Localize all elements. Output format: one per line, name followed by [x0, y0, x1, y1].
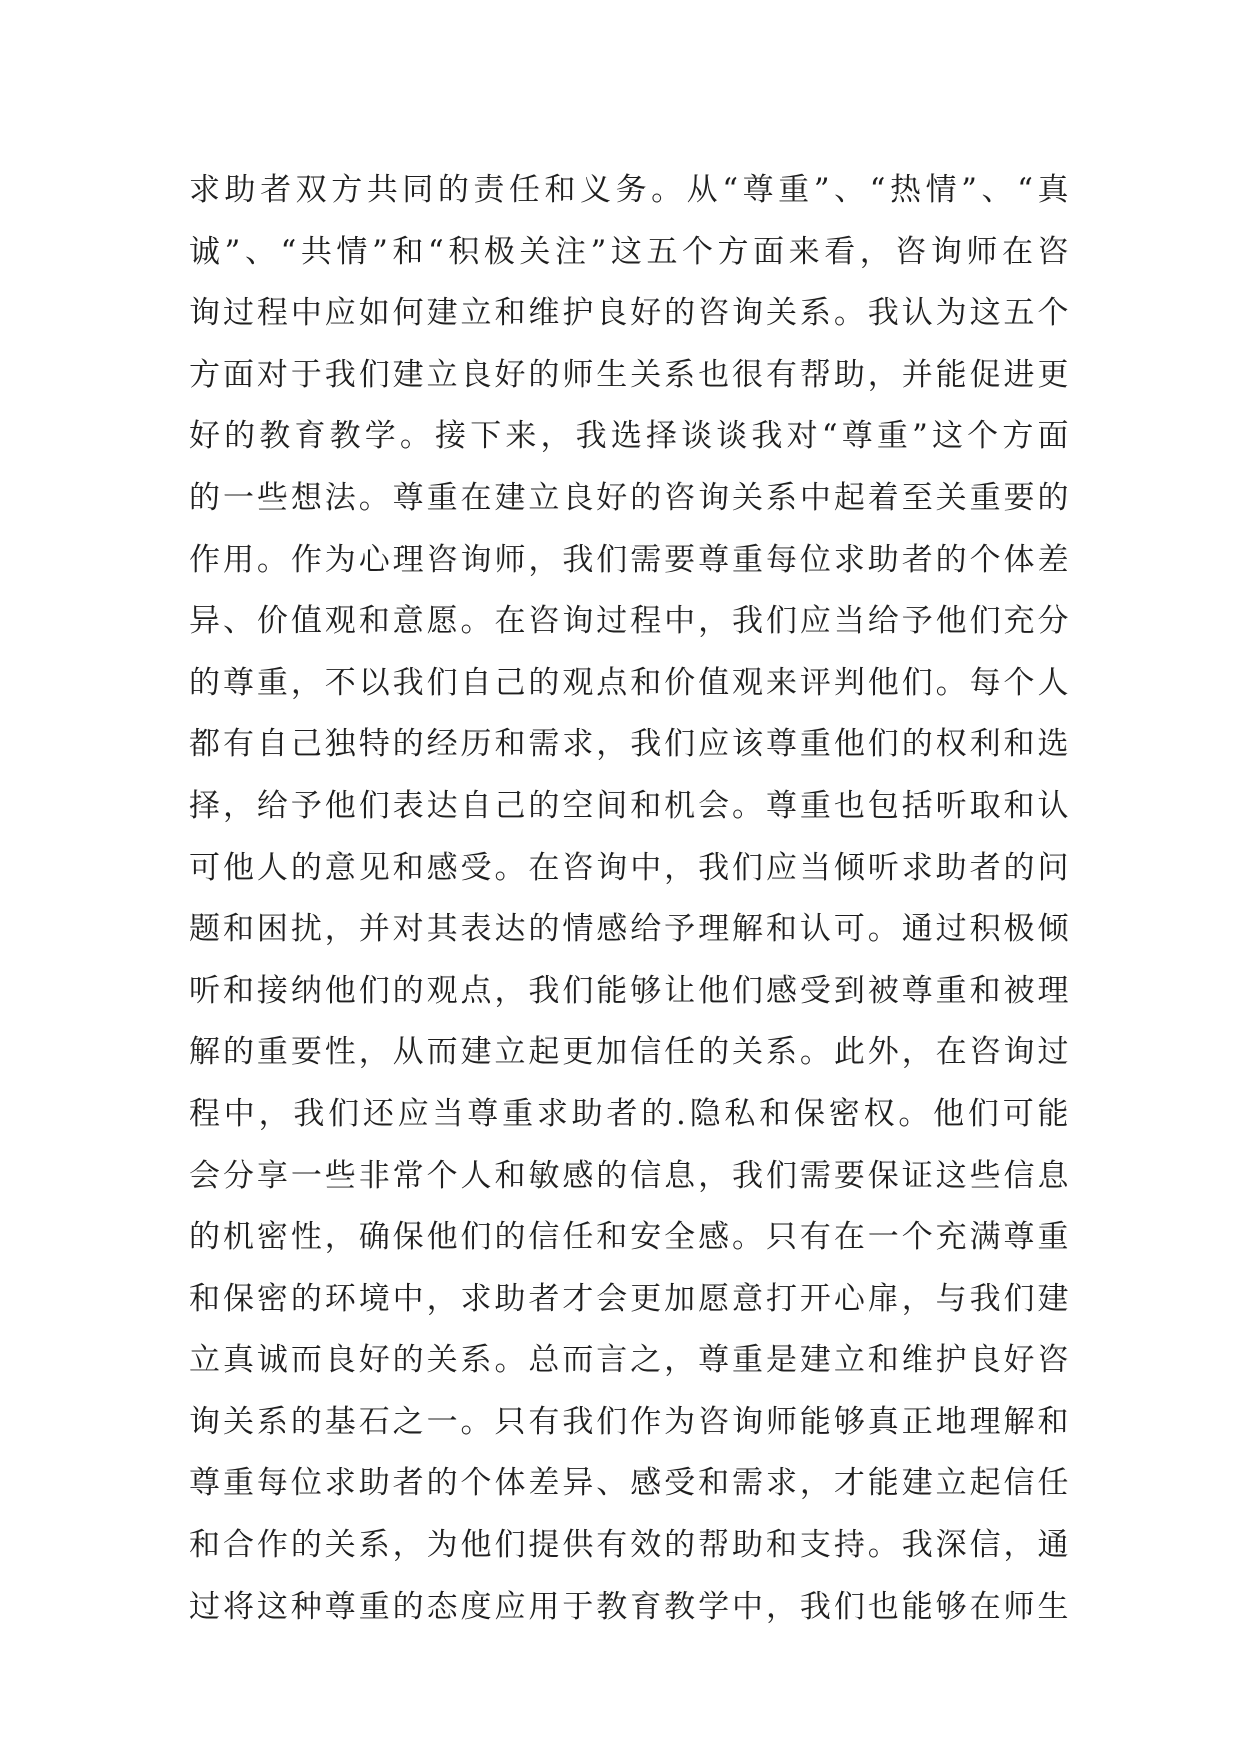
text-line: 的机密性，确保他们的信任和安全感。只有在一个充满尊重	[189, 1219, 1069, 1256]
text-line: 听和接纳他们的观点，我们能够让他们感受到被尊重和被理	[189, 972, 1069, 1009]
text-line: 询过程中应如何建立和维护良好的咨询关系。我认为这五个	[189, 295, 1069, 332]
text-line: 可他人的意见和感受。在咨询中，我们应当倾听求助者的问	[189, 849, 1069, 886]
text-line: 题和困扰，并对其表达的情感给予理解和认可。通过积极倾	[189, 911, 1069, 948]
text-line: 程中，我们还应当尊重求助者的.隐私和保密权。他们可能	[189, 1095, 1069, 1132]
text-line: 和保密的环境中，求助者才会更加愿意打开心扉，与我们建	[189, 1280, 1069, 1317]
text-line: 诚”、“共情”和“积极关注”这五个方面来看，咨询师在咨	[189, 233, 1069, 270]
text-line: 过将这种尊重的态度应用于教育教学中，我们也能够在师生	[189, 1588, 1069, 1625]
text-line: 作用。作为心理咨询师，我们需要尊重每位求助者的个体差	[189, 541, 1069, 578]
text-line: 好的教育教学。接下来，我选择谈谈我对“尊重”这个方面	[189, 418, 1069, 455]
text-line: 异、价值观和意愿。在咨询过程中，我们应当给予他们充分	[189, 603, 1069, 640]
text-line: 择，给予他们表达自己的空间和机会。尊重也包括听取和认	[189, 787, 1069, 824]
text-line: 会分享一些非常个人和敏感的信息，我们需要保证这些信息	[189, 1157, 1069, 1194]
text-line: 询关系的基石之一。只有我们作为咨询师能够真正地理解和	[189, 1403, 1069, 1440]
text-line: 方面对于我们建立良好的师生关系也很有帮助，并能促进更	[189, 356, 1069, 393]
text-line: 立真诚而良好的关系。总而言之，尊重是建立和维护良好咨	[189, 1342, 1069, 1379]
text-line: 和合作的关系，为他们提供有效的帮助和支持。我深信，通	[189, 1527, 1069, 1564]
text-line: 的尊重，不以我们自己的观点和价值观来评判他们。每个人	[189, 664, 1069, 701]
text-line: 尊重每位求助者的个体差异、感受和需求，才能建立起信任	[189, 1465, 1069, 1502]
text-line: 解的重要性，从而建立起更加信任的关系。此外，在咨询过	[189, 1034, 1069, 1071]
text-line: 求助者双方共同的责任和义务。从“尊重”、“热情”、“真	[189, 172, 1069, 208]
text-line: 都有自己独特的经历和需求，我们应该尊重他们的权利和选	[189, 726, 1069, 763]
text-line: 的一些想法。尊重在建立良好的咨询关系中起着至关重要的	[189, 479, 1069, 516]
body-text	[189, 160, 1069, 1638]
